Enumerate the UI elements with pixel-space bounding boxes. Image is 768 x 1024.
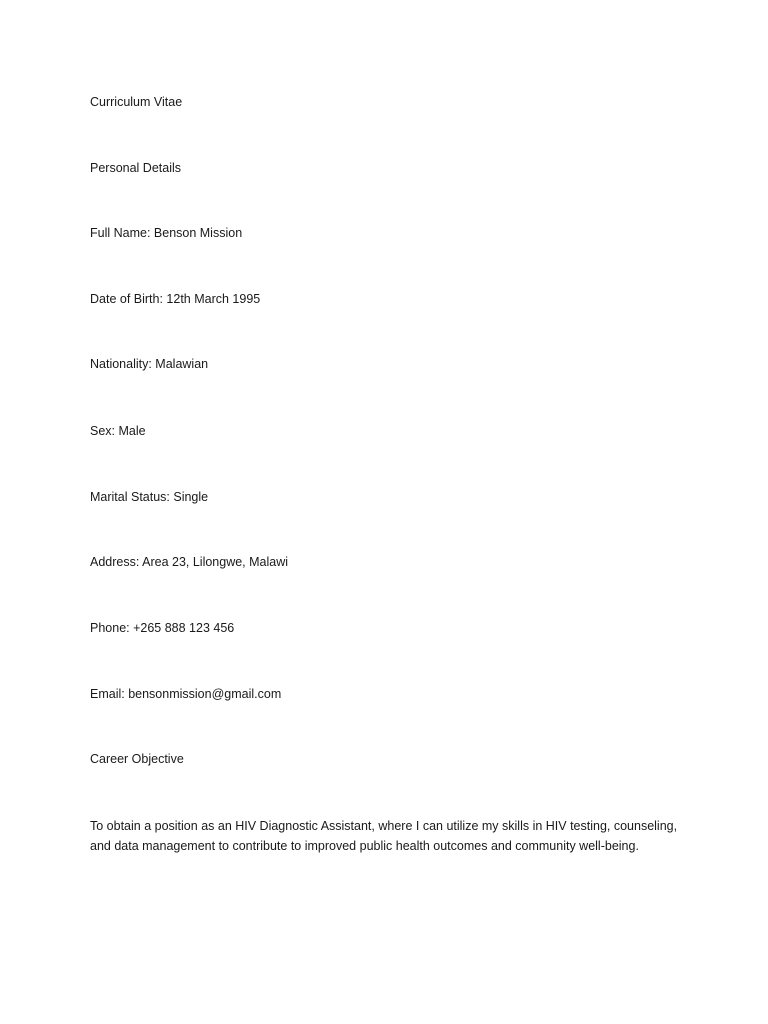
nationality-line: Nationality: Malawian	[90, 357, 209, 371]
section-heading-career-objective: Career Objective	[90, 752, 184, 766]
section-heading-personal-details: Personal Details	[90, 161, 182, 175]
phone-line: Phone: +265 888 123 456	[90, 621, 235, 635]
sex-line: Sex: Male	[90, 424, 146, 438]
career-objective-paragraph: To obtain a position as an HIV Diagnostic Assistant, where I can utilize my skills in HIV testing, counseling, and data management to contribute to improved public health outcomes and community well-being.	[90, 819, 678, 853]
full-name-line: Full Name: Benson Mission	[90, 226, 243, 240]
email-line: Email: bensonmission@gmail.com	[90, 687, 282, 701]
date-of-birth-line: Date of Birth: 12th March 1995	[90, 292, 261, 306]
document-title: Curriculum Vitae	[90, 95, 183, 109]
address-line: Address: Area 23, Lilongwe, Malawi	[90, 555, 289, 569]
marital-status-line: Marital Status: Single	[90, 490, 209, 504]
